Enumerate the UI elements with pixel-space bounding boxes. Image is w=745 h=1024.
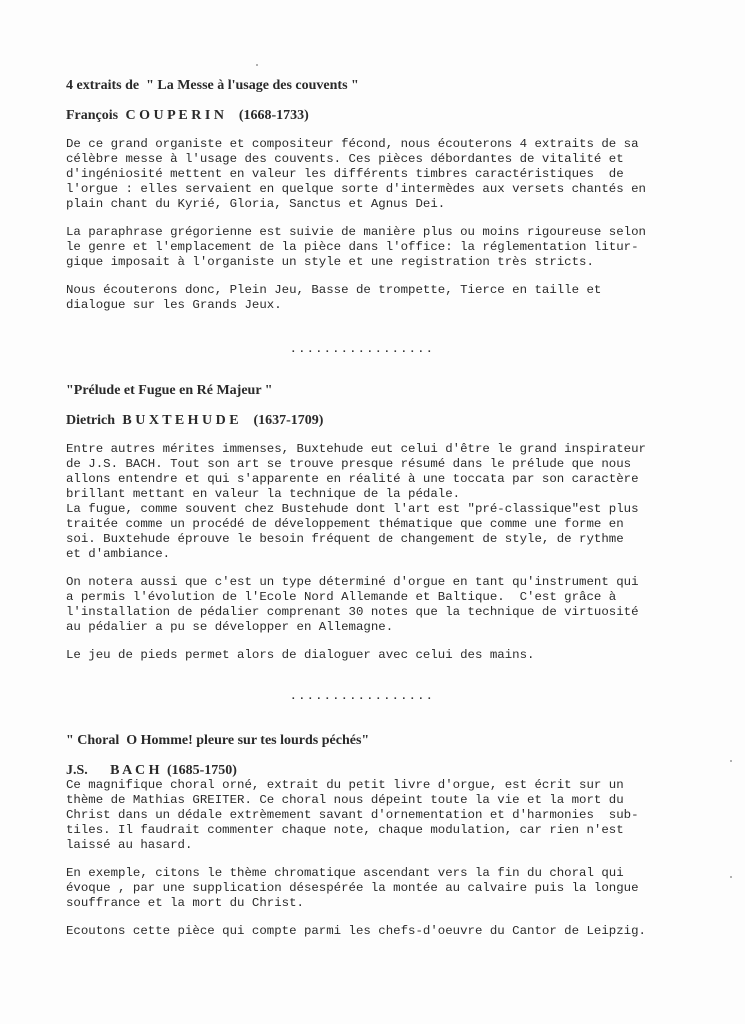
- composer-last-name: B U X T E H U D E: [122, 413, 239, 428]
- text-line: dialogue sur les Grands Jeux.: [66, 298, 282, 312]
- text-line: laissé au hasard.: [66, 838, 193, 852]
- text-line: La paraphrase grégorienne est suivie de manière plus ou moins rigoureuse selon: [66, 225, 646, 239]
- dotted-separator: .................: [290, 344, 435, 356]
- text-line: souffrance et la mort du Christ.: [66, 896, 304, 910]
- scan-speck: [256, 64, 258, 66]
- text-line: La fugue, comme souvent chez Bustehude dont l'art est "pré-classique"est plus: [66, 502, 639, 516]
- text-line: plain chant du Kyrié, Gloria, Sanctus et Agnus Dei.: [66, 197, 446, 211]
- text-line: tiles. Il faudrait commenter chaque note, chaque modulation, car rien n'est: [66, 823, 624, 837]
- text-line: brillant mettant en valeur la technique de la pédale.: [66, 487, 461, 501]
- text-line: thème de Mathias GREITER. Ce choral nous dépeint toute la vie et la mort du: [66, 793, 624, 807]
- dotted-separator: .................: [290, 691, 435, 703]
- text-line: Entre autres mérites immenses, Buxtehude eut celui d'être le grand inspirateur: [66, 442, 646, 456]
- section-2-title-text: "Prélude et Fugue en Ré Majeur ": [66, 383, 273, 398]
- text-line: l'orgue : elles servaient en quelque sorte d'intermèdes aux versets chantés en: [66, 182, 646, 196]
- scan-speck: [730, 760, 732, 762]
- section-3-title-text: " Choral O Homme! pleure sur tes lourds péchés": [66, 733, 370, 748]
- text-line: Nous écouterons donc, Plein Jeu, Basse de trompette, Tierce en taille et: [66, 283, 602, 297]
- composer-last-name: C O U P E R I N: [125, 108, 224, 123]
- section-3-title: [66, 733, 369, 749]
- composer-dates: (1685-1750): [166, 763, 237, 778]
- section-2-composer: [66, 413, 323, 429]
- text-line: a permis l'évolution de l'Ecole Nord Allemande et Baltique. C'est grâce à: [66, 590, 617, 604]
- text-line: célèbre messe à l'usage des couvents. Ces pièces débordantes de vitalité et: [66, 152, 624, 166]
- text-line: le genre et l'emplacement de la pièce dans l'office: la réglementation litur-: [66, 240, 639, 254]
- text-line: au pédalier a pu se développer en Allemagne.: [66, 620, 394, 634]
- text-line: Le jeu de pieds permet alors de dialoguer avec celui des mains.: [66, 648, 535, 662]
- text-line: évoque , par une supplication désespérée la montée au calvaire puis la longue: [66, 881, 639, 895]
- section-2-title: [66, 383, 273, 399]
- text-line: d'ingéniosité mettent en valeur les différents timbres caractéristiques de: [66, 167, 624, 181]
- text-line: gique imposait à l'organiste un style et une registration très stricts.: [66, 255, 594, 269]
- section-1-title: [66, 78, 359, 94]
- text-line: l'installation de pédalier comprenant 30 notes que la technique de virtuosité: [66, 605, 639, 619]
- text-line: allons entendre et qui s'apparente en réalité à une toccata par son caractère: [66, 472, 639, 486]
- section-1-title-text: 4 extraits de " La Messe à l'usage des couvents ": [66, 78, 359, 93]
- text-line: soi. Buxtehude éprouve le besoin fréquent de changement de style, de rythme: [66, 532, 624, 546]
- composer-dates: (1668-1733): [238, 108, 309, 123]
- text-line: traitée comme un procédé de développement thématique que comme une forme en: [66, 517, 624, 531]
- text-line: de J.S. BACH. Tout son art se trouve presque résumé dans le prélude que nous: [66, 457, 632, 471]
- composer-last-name: B A C H: [110, 763, 160, 778]
- composer-first-name: Dietrich: [66, 413, 115, 428]
- text-line: Christ dans un dédale extrèmement savant d'ornementation et d'harmonies sub-: [66, 808, 639, 822]
- composer-first-name: François: [66, 108, 119, 123]
- section-1-composer: [66, 108, 309, 124]
- text-line: De ce grand organiste et compositeur fécond, nous écouterons 4 extraits de sa: [66, 137, 639, 151]
- text-line: Ecoutons cette pièce qui compte parmi les chefs-d'oeuvre du Cantor de Leipzig.: [66, 924, 646, 938]
- text-line: En exemple, citons le thème chromatique ascendant vers la fin du choral qui: [66, 866, 624, 880]
- scan-speck: [730, 876, 732, 878]
- text-line: Ce magnifique choral orné, extrait du petit livre d'orgue, est écrit sur un: [66, 778, 624, 792]
- section-3-composer: [66, 763, 237, 779]
- composer-dates: (1637-1709): [253, 413, 324, 428]
- text-line: et d'ambiance.: [66, 547, 171, 561]
- text-line: On notera aussi que c'est un type déterminé d'orgue en tant qu'instrument qui: [66, 575, 639, 589]
- composer-first-name: J.S.: [66, 763, 88, 778]
